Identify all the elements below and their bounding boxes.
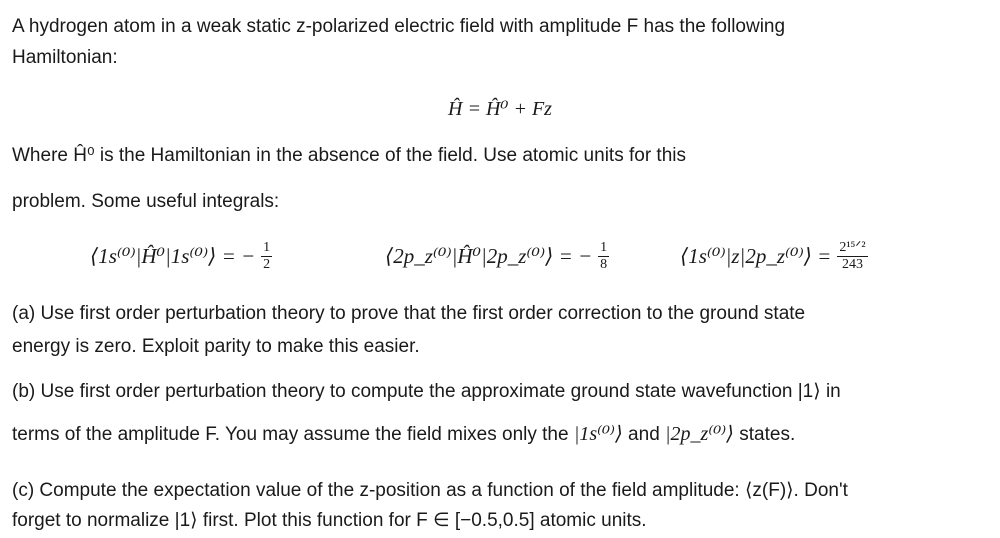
integral-1s-z-2pz [680,228,868,284]
integral-1s-h0-1s [90,228,272,284]
integral-1-numerator: 1 [263,239,271,255]
part-b-line-1: (b) Use first order perturbation theory to compute the approximate ground state wavefunction |1⟩ in [12,381,841,402]
part-b-line-2-post: states. [733,424,796,445]
part-b-and: and [622,424,666,445]
hamiltonian-equation: Ĥ = Ĥ⁰ + Fz [448,98,552,120]
where-line-2: problem. Some useful integrals: [12,191,280,212]
integral-1-denominator: 2 [263,256,271,272]
part-b-line-2 [12,422,795,447]
part-c-line-1: (c) Compute the expectation value of the z-position as a function of the field amplitude: ⟨z(F)⟩. Don't [12,480,848,501]
integral-2-numerator: 1 [600,239,608,255]
ket-1s: |1s⁽⁰⁾⟩ [573,423,623,445]
part-a-line-2: energy is zero. Exploit parity to make this easier. [12,336,420,357]
integral-3-denominator: 243 [841,256,863,272]
where-line-1: Where Ĥ⁰ is the Hamiltonian in the absence of the field. Use atomic units for this [12,145,686,166]
integral-2-denominator: 8 [600,256,608,272]
useful-integrals [0,228,1000,284]
ket-2pz: |2p_z⁽⁰⁾⟩ [665,423,734,445]
part-a-line-1: (a) Use first order perturbation theory to prove that the first order correction to the ground state [12,303,806,324]
part-c-line-2: forget to normalize |1⟩ first. Plot this function for F ∈ [−0.5,0.5] atomic units. [12,510,647,531]
intro-line-1: A hydrogen atom in a weak static z-polarized electric field with amplitude F has the following [12,16,786,37]
integral-2-lhs: ⟨2p_z⁽⁰⁾|Ĥ⁰|2p_z⁽⁰⁾⟩ = − [385,243,593,268]
integral-1-lhs: ⟨1s⁽⁰⁾|Ĥ⁰|1s⁽⁰⁾⟩ = − [90,243,256,268]
integral-2pz-h0-2pz [385,228,609,284]
part-b-line-2-pre: terms of the amplitude F. You may assume the field mixes only the [12,424,574,445]
intro-line-2: Hamiltonian: [12,47,118,68]
integral-3-lhs: ⟨1s⁽⁰⁾|z|2p_z⁽⁰⁾⟩ = [680,243,832,268]
integral-3-numerator: 2¹⁵ᐟ² [839,239,866,255]
